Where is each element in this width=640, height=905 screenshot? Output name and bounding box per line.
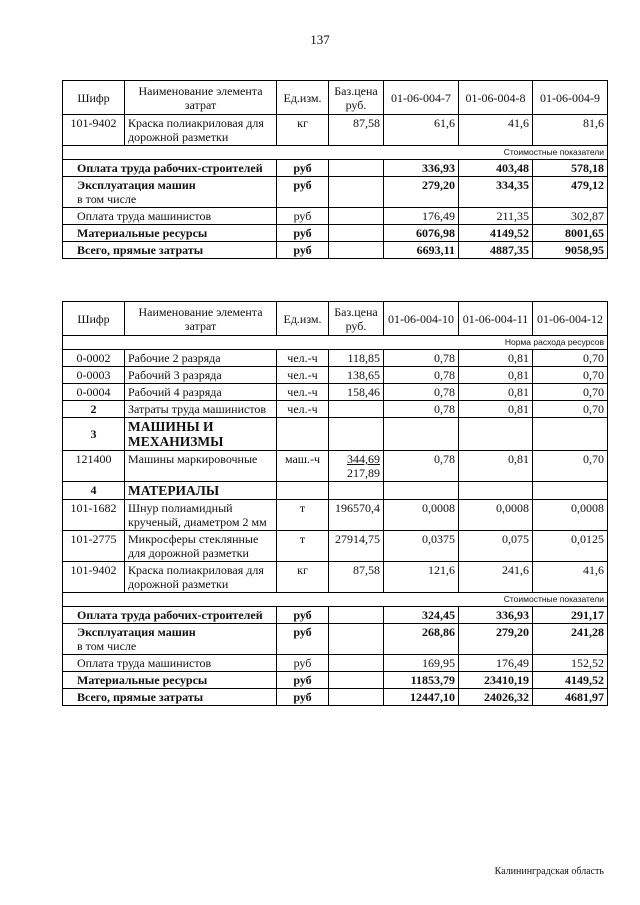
cell-value-3: 0,70 (533, 384, 608, 401)
cell-name: Затраты труда машинистов (125, 401, 277, 418)
cost-value-2: 23410,19 (459, 672, 533, 689)
cost-value-1: 12447,10 (384, 689, 459, 706)
table-header-row (63, 81, 608, 115)
cost-name: Оплата труда машинистов (63, 655, 277, 672)
cell-unit: т (277, 531, 329, 562)
cost-value-2: 4149,52 (459, 225, 533, 242)
cost-value-3: 152,52 (533, 655, 608, 672)
cell-code: 0-0003 (63, 367, 125, 384)
cost-value-3: 479,12 (533, 177, 608, 208)
section-title: МАТЕРИАЛЫ (125, 482, 277, 500)
cost-value-2: 403,48 (459, 160, 533, 177)
cost-value-3: 9058,95 (533, 242, 608, 259)
table-row (63, 115, 608, 146)
cost-name: Оплата труда рабочих-строителей (63, 607, 277, 624)
cost-value-2: 211,35 (459, 208, 533, 225)
cell-value-2: 0,81 (459, 367, 533, 384)
cost-row (63, 689, 608, 706)
cost-value-1: 279,20 (384, 177, 459, 208)
table-row (63, 531, 608, 562)
cell-value-1: 0,78 (384, 367, 459, 384)
cell-name: Рабочий 3 разряда (125, 367, 277, 384)
cost-row (63, 177, 608, 208)
cell-name: Рабочий 4 разряда (125, 384, 277, 401)
cost-name: Всего, прямые затраты (63, 689, 277, 706)
cell-price: 27914,75 (329, 531, 384, 562)
header-col-2: 01-06-004-8 (459, 81, 533, 115)
table-row (63, 367, 608, 384)
cost-unit: руб (277, 242, 329, 259)
header-unit: Ед.изм. (277, 81, 329, 115)
cell-value-2: 0,81 (459, 384, 533, 401)
cell-code: 101-9402 (63, 115, 125, 146)
header-col-3: 01-06-004-12 (533, 302, 608, 336)
cost-value-1: 6693,11 (384, 242, 459, 259)
cost-value-3: 578,18 (533, 160, 608, 177)
cost-name-text: Эксплуатация машин (77, 625, 196, 639)
header-code: Шифр (63, 302, 125, 336)
cost-name (63, 624, 277, 655)
cell-price: 118,85 (329, 350, 384, 367)
cost-name (63, 177, 277, 208)
cell-value-1: 61,6 (384, 115, 459, 146)
cost-value-1: 268,86 (384, 624, 459, 655)
section-label: Стоимостные показатели (63, 146, 608, 160)
cost-row (63, 208, 608, 225)
cost-row (63, 160, 608, 177)
cost-value-1: 176,49 (384, 208, 459, 225)
cost-name: Материальные ресурсы (63, 225, 277, 242)
cost-subnote: в том числе (77, 639, 137, 653)
cost-value-1: 169,95 (384, 655, 459, 672)
cost-unit: руб (277, 672, 329, 689)
cost-value-3: 4149,52 (533, 672, 608, 689)
cost-value-3: 302,87 (533, 208, 608, 225)
cost-row (63, 607, 608, 624)
section-label: Норма расхода ресурсов (63, 336, 608, 350)
cost-value-1: 324,45 (384, 607, 459, 624)
cell-value-1: 121,6 (384, 562, 459, 593)
cell-value-3: 41,6 (533, 562, 608, 593)
table-row (63, 384, 608, 401)
header-name: Наименование элемента затрат (125, 81, 277, 115)
section-title: МАШИНЫ И МЕХАНИЗМЫ (125, 418, 277, 451)
section-label-row (63, 593, 608, 607)
section-heading-row (63, 418, 608, 451)
cost-unit: руб (277, 160, 329, 177)
cell-value-2: 0,81 (459, 350, 533, 367)
cell-unit: чел.-ч (277, 384, 329, 401)
cost-row (63, 225, 608, 242)
header-col-1: 01-06-004-7 (384, 81, 459, 115)
cell-value-2: 0,81 (459, 401, 533, 418)
cost-value-1: 336,93 (384, 160, 459, 177)
cost-unit: руб (277, 177, 329, 208)
cell-value-2: 0,81 (459, 451, 533, 482)
cost-unit: руб (277, 225, 329, 242)
cell-unit: кг (277, 115, 329, 146)
cost-value-2: 4887,35 (459, 242, 533, 259)
section-code: 3 (63, 418, 125, 451)
cell-value-1: 0,78 (384, 401, 459, 418)
cost-unit: руб (277, 689, 329, 706)
page-number: 137 (310, 32, 330, 47)
header-name: Наименование элемента затрат (125, 302, 277, 336)
cell-value-1: 0,78 (384, 384, 459, 401)
header-price: Баз.цена руб. (329, 81, 384, 115)
cost-subnote: в том числе (77, 192, 137, 206)
cell-code: 101-2775 (63, 531, 125, 562)
cell-name: Микросферы стеклянные для дорожной разметки (125, 531, 277, 562)
cell-value-3: 81,6 (533, 115, 608, 146)
cell-name: Рабочие 2 разряда (125, 350, 277, 367)
table-header-row (63, 302, 608, 336)
cell-price: 138,65 (329, 367, 384, 384)
cell-code: 0-0004 (63, 384, 125, 401)
table-row (63, 350, 608, 367)
section-label-row (63, 336, 608, 350)
cell-price (329, 451, 384, 482)
section-code: 4 (63, 482, 125, 500)
cost-name: Материальные ресурсы (63, 672, 277, 689)
cost-value-1: 6076,98 (384, 225, 459, 242)
cell-price: 196570,4 (329, 500, 384, 531)
cell-name: Краска полиакриловая для дорожной разметки (125, 115, 277, 146)
cell-code: 101-1682 (63, 500, 125, 531)
cell-value-1: 0,0008 (384, 500, 459, 531)
cost-value-3: 8001,65 (533, 225, 608, 242)
cell-unit: чел.-ч (277, 401, 329, 418)
cost-unit: руб (277, 655, 329, 672)
cost-row (63, 242, 608, 259)
cell-price: 87,58 (329, 562, 384, 593)
cell-value-3: 0,70 (533, 350, 608, 367)
cell-value-2: 0,075 (459, 531, 533, 562)
cell-value-2: 0,0008 (459, 500, 533, 531)
cell-name: Краска полиакриловая для дорожной разметки (125, 562, 277, 593)
cost-name: Всего, прямые затраты (63, 242, 277, 259)
cell-value-1: 0,78 (384, 350, 459, 367)
header-col-1: 01-06-004-10 (384, 302, 459, 336)
cell-value-1: 0,78 (384, 451, 459, 482)
cell-price: 87,58 (329, 115, 384, 146)
cost-name: Оплата труда машинистов (63, 208, 277, 225)
cell-price: 158,46 (329, 384, 384, 401)
cell-value-3: 0,70 (533, 401, 608, 418)
section-label: Стоимостные показатели (63, 593, 608, 607)
cell-value-2: 241,6 (459, 562, 533, 593)
cell-name: Шнур полиамидный крученый, диаметром 2 мм (125, 500, 277, 531)
cell-name: Машины маркировочные (125, 451, 277, 482)
region-footer: Калининградская область (494, 866, 604, 877)
cell-code: 2 (63, 401, 125, 418)
table-row (63, 401, 608, 418)
cell-value-3: 0,0125 (533, 531, 608, 562)
price-primary: 344,69 (347, 452, 380, 466)
cost-row (63, 624, 608, 655)
cell-code: 0-0002 (63, 350, 125, 367)
cell-unit: кг (277, 562, 329, 593)
cost-name-text: Эксплуатация машин (77, 178, 196, 192)
cell-unit: чел.-ч (277, 367, 329, 384)
cell-unit: чел.-ч (277, 350, 329, 367)
cost-value-3: 4681,97 (533, 689, 608, 706)
section-heading-row (63, 482, 608, 500)
cost-value-3: 291,17 (533, 607, 608, 624)
cell-value-1: 0,0375 (384, 531, 459, 562)
cell-value-3: 0,0008 (533, 500, 608, 531)
cost-value-2: 279,20 (459, 624, 533, 655)
resource-table-1 (62, 80, 608, 259)
cost-row (63, 655, 608, 672)
table-row (63, 451, 608, 482)
header-unit: Ед.изм. (277, 302, 329, 336)
cost-name: Оплата труда рабочих-строителей (63, 160, 277, 177)
cost-unit: руб (277, 624, 329, 655)
cost-value-2: 176,49 (459, 655, 533, 672)
cell-unit: маш.-ч (277, 451, 329, 482)
cost-unit: руб (277, 607, 329, 624)
cell-code: 101-9402 (63, 562, 125, 593)
cell-unit: т (277, 500, 329, 531)
cost-value-3: 241,28 (533, 624, 608, 655)
cell-value-2: 41,6 (459, 115, 533, 146)
price-secondary: 217,89 (347, 466, 380, 480)
cell-value-3: 0,70 (533, 367, 608, 384)
table-row (63, 562, 608, 593)
cell-code: 121400 (63, 451, 125, 482)
cost-row (63, 672, 608, 689)
cost-value-2: 336,93 (459, 607, 533, 624)
cost-value-2: 334,35 (459, 177, 533, 208)
header-price: Баз.цена руб. (329, 302, 384, 336)
cost-value-1: 11853,79 (384, 672, 459, 689)
cell-value-3: 0,70 (533, 451, 608, 482)
cost-value-2: 24026,32 (459, 689, 533, 706)
header-code: Шифр (63, 81, 125, 115)
header-col-2: 01-06-004-11 (459, 302, 533, 336)
resource-table-2 (62, 301, 608, 706)
section-label-row (63, 146, 608, 160)
cost-unit: руб (277, 208, 329, 225)
header-col-3: 01-06-004-9 (533, 81, 608, 115)
table-row (63, 500, 608, 531)
